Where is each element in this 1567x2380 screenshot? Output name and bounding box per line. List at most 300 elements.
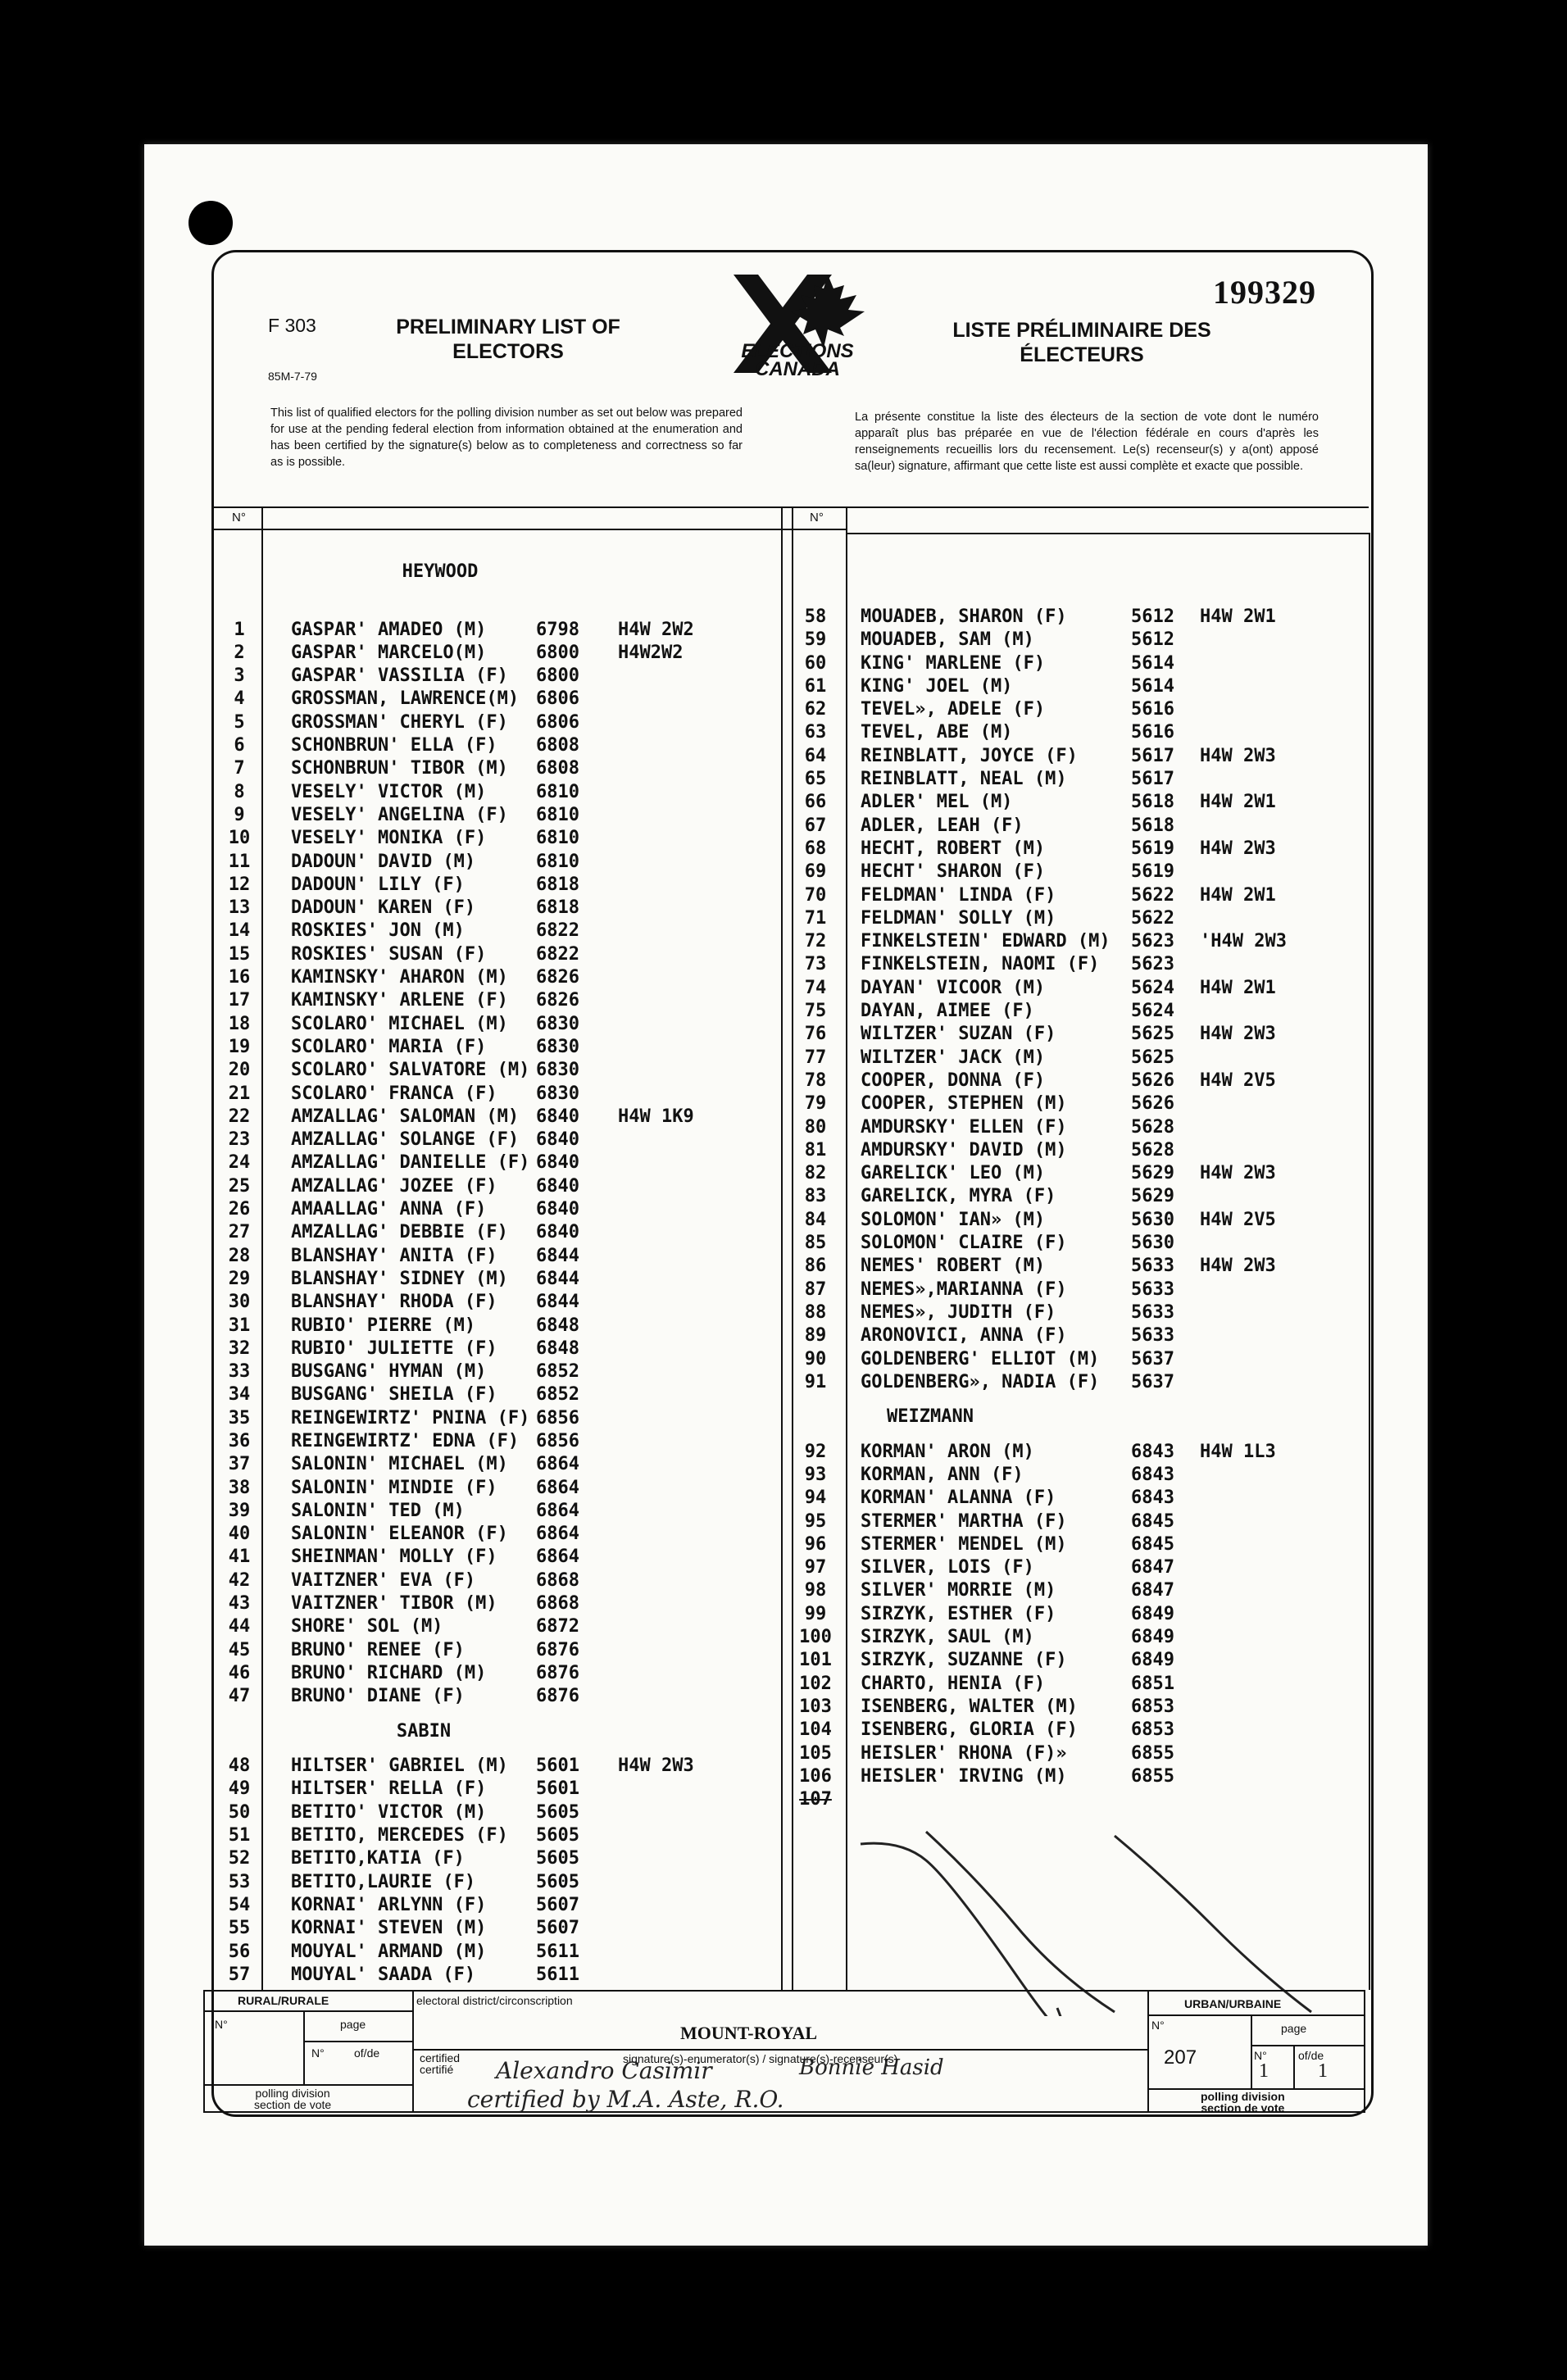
street-number: 5618 [1131, 815, 1174, 836]
street-number: 6876 [536, 1639, 579, 1660]
urban-polling-number: 207 [1164, 2046, 1197, 2069]
street-number: 6868 [536, 1569, 579, 1591]
elector-name: FELDMAN' SOLLY (M) [861, 907, 1056, 929]
street-number: 6844 [536, 1245, 579, 1266]
entry-number: 94 [804, 1488, 827, 1509]
entry-number: 32 [228, 1338, 251, 1359]
street-number: 6830 [536, 1013, 579, 1034]
elector-name: BUSGANG' HYMAN (M) [291, 1361, 487, 1383]
entry-number: 65 [804, 769, 827, 790]
cancellation-strokes [852, 1828, 1360, 2016]
table-row [215, 711, 780, 734]
table-row [215, 1500, 780, 1523]
street-number: 5629 [1131, 1163, 1174, 1184]
street-number: 6868 [536, 1593, 579, 1615]
district-value: MOUNT-ROYAL [680, 2023, 818, 2043]
table-row [795, 721, 1360, 744]
logo-text-line-2: CANADA [755, 358, 840, 380]
left-header-rule [263, 529, 793, 530]
elector-name: NEMES», JUDITH (F) [861, 1301, 1056, 1323]
rural-page-no-label: N° [311, 2046, 325, 2060]
table-row [795, 1255, 1360, 1278]
street-number: 6876 [536, 1662, 579, 1683]
table-row [795, 1116, 1360, 1139]
elector-name: RUBIO' PIERRE (M) [291, 1315, 476, 1336]
elector-name: COOPER, DONNA (F) [861, 1070, 1046, 1091]
table-row [215, 966, 780, 989]
right-no-header: N° [810, 511, 824, 525]
table-row [215, 1198, 780, 1221]
street-number: 5622 [1131, 907, 1174, 929]
table-row [795, 1023, 1360, 1046]
street-number: 6849 [1131, 1603, 1174, 1624]
right-header-rule [847, 533, 1369, 534]
entry-number: 37 [228, 1454, 251, 1475]
table-row [795, 768, 1360, 791]
table-row [795, 1719, 1360, 1742]
table-row [215, 989, 780, 1012]
entry-number: 72 [804, 931, 827, 952]
elector-name: AMZALLAG' SALOMAN (M) [291, 1106, 520, 1127]
street-number: 6855 [1131, 1742, 1174, 1764]
street-number: 6843 [1131, 1441, 1174, 1462]
postal-code: H4W 2W3 [1200, 838, 1276, 859]
elector-name: AMZALLAG' DEBBIE (F) [291, 1222, 508, 1243]
entry-number: 28 [228, 1245, 251, 1266]
footer-left-edge [203, 1990, 205, 2113]
entry-number: 85 [804, 1233, 827, 1254]
elector-name: STERMER' MARTHA (F) [861, 1510, 1067, 1532]
elector-name: BRUNO' DIANE (F) [291, 1686, 465, 1707]
entry-number: 48 [228, 1755, 251, 1777]
elector-name: KAMINSKY' ARLENE (F) [291, 990, 508, 1011]
table-row [215, 1315, 780, 1338]
table-row [795, 1092, 1360, 1115]
elector-name: HILTSER' RELLA (F) [291, 1778, 487, 1800]
street-number: 5623 [1131, 931, 1174, 952]
street-number: 6810 [536, 828, 579, 849]
street-number: 6840 [536, 1152, 579, 1174]
street-number: 5622 [1131, 884, 1174, 906]
table-row [215, 804, 780, 827]
elector-name: ISENBERG, WALTER (M) [861, 1696, 1078, 1717]
table-row [795, 1603, 1360, 1626]
elector-name: SCOLARO' MARIA (F) [291, 1036, 487, 1057]
postal-code: H4W 2W1 [1200, 977, 1276, 998]
street-number: 5625 [1131, 1024, 1174, 1045]
elector-name: KORMAN, ANN (F) [861, 1464, 1024, 1485]
entry-number: 101 [799, 1650, 832, 1671]
street-number: 5628 [1131, 1139, 1174, 1160]
street-number: 5614 [1131, 675, 1174, 697]
table-row [215, 851, 780, 874]
elector-name: SALONIN' TED (M) [291, 1500, 465, 1521]
postal-code: H4W 2W1 [1200, 606, 1276, 627]
table-row [795, 977, 1360, 1000]
table-row [215, 1151, 780, 1174]
elector-name: ADLER' MEL (M) [861, 792, 1013, 813]
street-number: 6853 [1131, 1696, 1174, 1717]
street-number: 6818 [536, 897, 579, 919]
street-number: 6845 [1131, 1533, 1174, 1555]
elector-name: SOLOMON' IAN» (M) [861, 1209, 1046, 1230]
elector-name: KORNAI' STEVEN (M) [291, 1918, 487, 1939]
elector-name: REINBLATT, JOYCE (F) [861, 745, 1078, 766]
table-row [795, 838, 1360, 861]
street-heading-heywood: HEYWOOD [402, 561, 479, 582]
table-row [795, 1348, 1360, 1371]
elector-name: HECHT' SHARON (F) [861, 861, 1046, 883]
street-number: 5633 [1131, 1301, 1174, 1323]
entry-number: 79 [804, 1093, 827, 1115]
entry-number: 88 [804, 1301, 827, 1323]
table-row [795, 1279, 1360, 1301]
footer-top-rule [203, 1990, 1364, 1992]
elector-name: BLANSHAY' RHODA (F) [291, 1292, 497, 1313]
entry-number: 2 [234, 642, 245, 663]
table-row [795, 884, 1360, 907]
certified-label-line-2: certifié [420, 2063, 454, 2076]
table-row [215, 1175, 780, 1198]
table-row [795, 1324, 1360, 1347]
entry-number: 44 [228, 1616, 251, 1637]
entry-number: 66 [804, 792, 827, 813]
entry-number: 42 [228, 1569, 251, 1591]
elector-name: SALONIN' ELEANOR (F) [291, 1524, 508, 1545]
table-row [215, 1245, 780, 1268]
elector-name: SALONIN' MICHAEL (M) [291, 1454, 508, 1475]
form-code: 85M-7-79 [268, 370, 317, 383]
street-number: 6843 [1131, 1488, 1174, 1509]
street-heading-sabin: SABIN [396, 1720, 452, 1742]
postal-code: H4W 2W1 [1200, 792, 1276, 813]
form-number: F 303 [268, 315, 316, 336]
street-number: 6840 [536, 1199, 579, 1220]
street-number: 5625 [1131, 1047, 1174, 1068]
table-row [795, 1464, 1360, 1487]
elector-name: TEVEL», ADELE (F) [861, 699, 1046, 720]
urban-page-no-label: N° [1254, 2049, 1267, 2062]
entry-number: 25 [228, 1175, 251, 1197]
street-number: 6853 [1131, 1719, 1174, 1741]
table-row [215, 1778, 780, 1801]
elector-name: KAMINSKY' AHARON (M) [291, 967, 508, 988]
street-number: 6864 [536, 1524, 579, 1545]
street-number: 6864 [536, 1547, 579, 1568]
elector-name: ARONOVICI, ANNA (F) [861, 1325, 1067, 1347]
urban-no-label: N° [1151, 2019, 1165, 2032]
elector-name: SILVER, LOIS (F) [861, 1557, 1034, 1578]
entry-number: 7 [234, 758, 245, 779]
footer-divider-left [412, 1990, 414, 2113]
entry-number: 31 [228, 1315, 251, 1336]
street-number: 5601 [536, 1778, 579, 1800]
street-number: 5618 [1131, 792, 1174, 813]
entry-number: 55 [228, 1918, 251, 1939]
elector-name: STERMER' MENDEL (M) [861, 1533, 1067, 1555]
street-number: 5611 [536, 1941, 579, 1962]
street-number: 5612 [1131, 606, 1174, 627]
table-row [215, 1338, 780, 1360]
street-number: 6808 [536, 758, 579, 779]
elector-name: BETITO, MERCEDES (F) [291, 1825, 508, 1846]
table-row [215, 757, 780, 780]
table-row [215, 1106, 780, 1129]
street-number: 6872 [536, 1616, 579, 1637]
table-row [215, 1059, 780, 1082]
elector-name: SALONIN' MINDIE (F) [291, 1477, 497, 1498]
elector-name: GOLDENBERG' ELLIOT (M) [861, 1348, 1100, 1369]
postal-code: H4W 2W2 [618, 619, 694, 640]
entry-number: 6 [234, 735, 245, 756]
table-row [215, 1801, 780, 1824]
elector-name: SHORE' SOL (M) [291, 1616, 443, 1637]
left-no-header-rule [211, 529, 263, 530]
entry-number: 54 [228, 1894, 251, 1915]
entry-number: 43 [228, 1593, 251, 1615]
elector-name: AMZALLAG' SOLANGE (F) [291, 1129, 520, 1151]
entry-number: 56 [228, 1941, 251, 1962]
street-number: 5607 [536, 1918, 579, 1939]
struck-entry-number: 107 [799, 1789, 832, 1810]
street-number: 5633 [1131, 1279, 1174, 1300]
table-row [795, 907, 1360, 930]
street-number: 5619 [1131, 861, 1174, 883]
entry-number: 102 [799, 1673, 832, 1694]
district-label: electoral district/circonscription [416, 1994, 573, 2007]
street-number: 5630 [1131, 1233, 1174, 1254]
table-row [215, 619, 780, 642]
table-row [215, 1430, 780, 1453]
district-rule [412, 2049, 1147, 2051]
entry-number: 39 [228, 1500, 251, 1521]
entry-number: 4 [234, 688, 245, 710]
urban-polling-label [1201, 2091, 1285, 2114]
entry-number: 14 [228, 920, 251, 942]
table-row [215, 1755, 780, 1778]
street-number: 6808 [536, 735, 579, 756]
serial-number: 199329 [1213, 274, 1316, 311]
entry-number: 24 [228, 1152, 251, 1174]
elector-name: COOPER, STEPHEN (M) [861, 1093, 1067, 1115]
table-row [795, 815, 1360, 838]
postal-code: H4W 1K9 [618, 1106, 694, 1127]
elector-name: ADLER, LEAH (F) [861, 815, 1024, 836]
elector-name: SCHONBRUN' ELLA (F) [291, 735, 497, 756]
table-row [215, 1268, 780, 1291]
postal-code: H4W2W2 [618, 642, 684, 663]
table-row [795, 861, 1360, 883]
table-row [215, 1129, 780, 1151]
table-row [215, 1662, 780, 1685]
elector-name: VAITZNER' EVA (F) [291, 1569, 476, 1591]
elector-name: GASPAR' MARCELO(M) [291, 642, 487, 663]
street-number: 5624 [1131, 1001, 1174, 1022]
table-row [215, 642, 780, 665]
entry-number: 89 [804, 1325, 827, 1347]
entry-number: 97 [804, 1557, 827, 1578]
table-row [795, 1649, 1360, 1672]
entry-number: 92 [804, 1441, 827, 1462]
street-number: 6840 [536, 1175, 579, 1197]
street-number: 6826 [536, 967, 579, 988]
entry-number: 21 [228, 1083, 251, 1104]
street-number: 5633 [1131, 1256, 1174, 1277]
entry-number: 67 [804, 815, 827, 836]
rural-header-rule [203, 2010, 412, 2012]
table-row [795, 1487, 1360, 1510]
footer-right-edge [1364, 1990, 1365, 2113]
street-number: 6864 [536, 1500, 579, 1521]
street-number: 6800 [536, 665, 579, 687]
street-heading-weizmann: WEIZMANN [887, 1406, 974, 1428]
elector-name: SCHONBRUN' TIBOR (M) [291, 758, 508, 779]
elector-name: MOUADEB, SAM (M) [861, 629, 1034, 651]
table-row [795, 1441, 1360, 1464]
elector-name: SCOLARO' FRANCA (F) [291, 1083, 497, 1104]
elector-name: FINKELSTEIN, NAOMI (F) [861, 954, 1100, 975]
elector-name: SCOLARO' MICHAEL (M) [291, 1013, 508, 1034]
elector-name: SIRZYK, ESTHER (F) [861, 1603, 1056, 1624]
right-elector-list [795, 606, 1360, 1811]
street-number: 5629 [1131, 1186, 1174, 1207]
table-row [215, 1291, 780, 1314]
street-number: 6856 [536, 1430, 579, 1451]
entry-number: 105 [799, 1742, 832, 1764]
urban-of-value: 1 [1318, 2060, 1328, 2082]
elector-name: GROSSMAN' CHERYL (F) [291, 711, 508, 733]
table-row [795, 606, 1360, 629]
postal-code: H4W 2W3 [1200, 745, 1276, 766]
street-number: 5626 [1131, 1093, 1174, 1115]
table-row [795, 1232, 1360, 1255]
elector-name: BLANSHAY' ANITA (F) [291, 1245, 497, 1266]
urban-header-rule [1147, 2014, 1364, 2016]
table-row [215, 897, 780, 920]
table-row [795, 1533, 1360, 1556]
street-number: 5619 [1131, 838, 1174, 859]
urban-divider [1251, 2014, 1252, 2088]
street-number: 6852 [536, 1384, 579, 1406]
logo-text-line-1: ELECTIONS [741, 340, 854, 362]
entry-number: 19 [228, 1036, 251, 1057]
elector-name: VAITZNER' TIBOR (M) [291, 1593, 497, 1615]
street-number: 6844 [536, 1268, 579, 1289]
entry-number: 5 [234, 711, 245, 733]
postal-code: H4W 1L3 [1200, 1441, 1276, 1462]
rural-polling-line-1: polling division [255, 2087, 330, 2100]
elector-name: VESELY' MONIKA (F) [291, 828, 487, 849]
entry-number: 84 [804, 1209, 827, 1230]
elector-name: GASPAR' AMADEO (M) [291, 619, 487, 640]
entry-number: 50 [228, 1801, 251, 1823]
entry-number: 61 [804, 675, 827, 697]
table-row [215, 1546, 780, 1569]
street-number: 6849 [1131, 1650, 1174, 1671]
entry-number: 57 [228, 1964, 251, 1985]
entry-number: 77 [804, 1047, 827, 1068]
postal-code: H4W 2V5 [1200, 1209, 1276, 1230]
street-number: 6864 [536, 1454, 579, 1475]
street-number: 6840 [536, 1129, 579, 1151]
table-row [215, 1523, 780, 1546]
elector-name: DAYAN, AIMEE (F) [861, 1001, 1034, 1022]
street-number: 6822 [536, 920, 579, 942]
entry-number: 69 [804, 861, 827, 883]
entry-number: 53 [228, 1871, 251, 1892]
entry-number: 36 [228, 1430, 251, 1451]
street-number: 6822 [536, 943, 579, 965]
table-row [795, 1696, 1360, 1719]
elector-name: SOLOMON' CLAIRE (F) [861, 1233, 1067, 1254]
table-row [795, 745, 1360, 768]
street-number: 6876 [536, 1686, 579, 1707]
table-row [215, 1360, 780, 1383]
entry-number: 8 [234, 781, 245, 802]
rural-divider [303, 2010, 305, 2084]
title-french: LISTE PRÉLIMINAIRE DES ÉLECTEURS [952, 319, 1211, 366]
elector-name: AMAALLAG' ANNA (F) [291, 1199, 487, 1220]
entry-number: 1 [234, 619, 245, 640]
section-spacer [215, 596, 780, 619]
urban-page-divider [1293, 2046, 1295, 2088]
urban-polling-line-1: polling division [1201, 2090, 1285, 2103]
street-number: 6855 [1131, 1765, 1174, 1787]
postal-code: H4W 2W3 [618, 1755, 694, 1777]
certified-by-signature: certified by M.A. Aste, R.O. [467, 2086, 784, 2113]
elector-name: HECHT, ROBERT (M) [861, 838, 1046, 859]
elector-name: VESELY' ANGELINA (F) [291, 804, 508, 825]
elector-name: FINKELSTEIN' EDWARD (M) [861, 931, 1111, 952]
entry-number: 18 [228, 1013, 251, 1034]
street-number: 5637 [1131, 1348, 1174, 1369]
table-row [795, 675, 1360, 698]
elector-name: AMZALLAG' JOZEE (F) [291, 1175, 497, 1197]
entry-number: 86 [804, 1256, 827, 1277]
urban-page-rule [1251, 2045, 1364, 2046]
elector-name: SHEINMAN' MOLLY (F) [291, 1547, 497, 1568]
entry-number: 27 [228, 1222, 251, 1243]
elector-name: RUBIO' JULIETTE (F) [291, 1338, 497, 1359]
entry-number: 26 [228, 1199, 251, 1220]
table-row [215, 688, 780, 711]
street-number: 6830 [536, 1083, 579, 1104]
street-number: 5605 [536, 1825, 579, 1846]
elector-name: ISENBERG, GLORIA (F) [861, 1719, 1078, 1741]
entry-number: 60 [804, 652, 827, 674]
entry-number: 49 [228, 1778, 251, 1800]
street-number: 6851 [1131, 1673, 1174, 1694]
elector-name: GROSSMAN, LAWRENCE(M) [291, 688, 520, 710]
table-row [795, 1000, 1360, 1023]
table-top-rule [211, 506, 1369, 508]
postal-code: H4W 2W3 [1200, 1024, 1276, 1045]
street-number: 6806 [536, 688, 579, 710]
street-number: 6843 [1131, 1464, 1174, 1485]
table-row [795, 1626, 1360, 1649]
street-number: 6830 [536, 1060, 579, 1081]
street-number: 6849 [1131, 1627, 1174, 1648]
table-row [795, 1139, 1360, 1162]
table-row [215, 734, 780, 757]
table-row [215, 1964, 780, 1987]
intro-english: This list of qualified electors for the polling division number as set out below was prepared for use at the pending federal election from information obtained at the enumeration and has been certified by the signature(s) below as to completeness and correctness so far as is possible. [270, 407, 743, 469]
elector-name: BUSGANG' SHEILA (F) [291, 1384, 497, 1406]
entry-number: 41 [228, 1547, 251, 1568]
table-row [215, 1615, 780, 1638]
logo-text [724, 340, 871, 380]
entry-number: 91 [804, 1371, 827, 1392]
